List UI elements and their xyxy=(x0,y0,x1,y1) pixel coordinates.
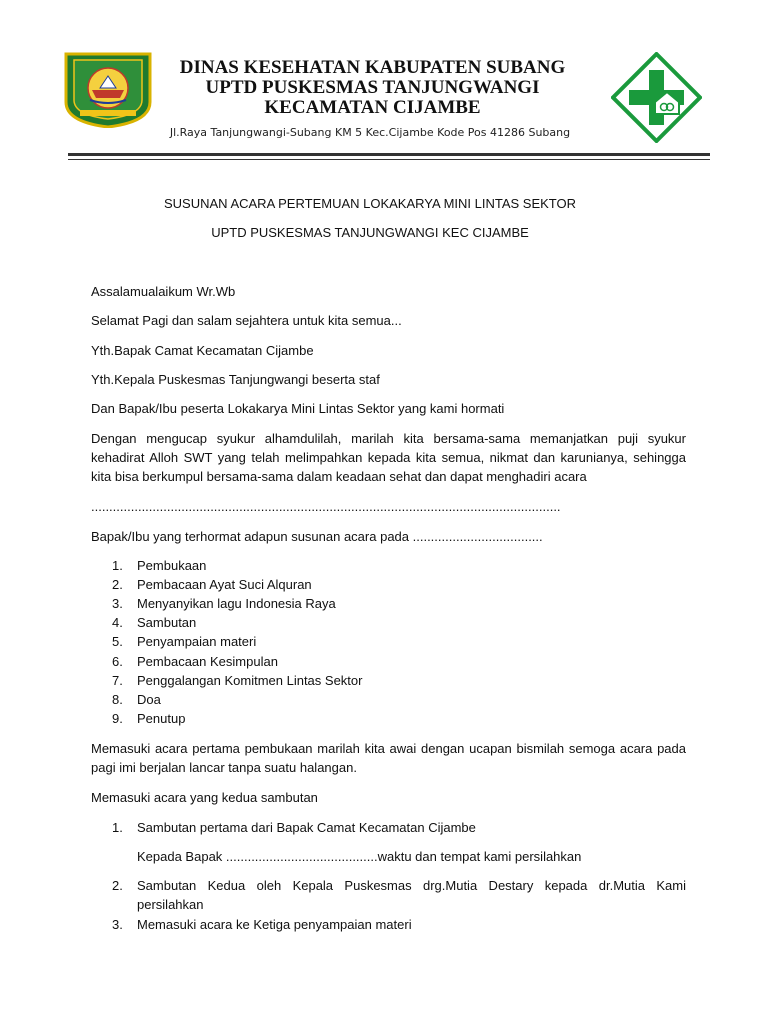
paragraph: Kepada Bapak ..........................................waktu dan tempat kami persilahkan xyxy=(137,849,582,864)
paragraph: Selamat Pagi dan salam sejahtera untuk kita semua... xyxy=(91,313,402,328)
list-item: Pembukaan xyxy=(137,558,207,573)
letterhead-line-3: KECAMATAN CIJAMBE xyxy=(264,97,481,118)
list-item: Doa xyxy=(137,692,161,707)
list-number: 7. xyxy=(112,673,123,688)
list-item: Pembacaan Ayat Suci Alquran xyxy=(137,577,312,592)
list-item: Sambutan pertama dari Bapak Camat Kecamatan Cijambe xyxy=(137,820,476,835)
paragraph: Yth.Bapak Camat Kecamatan Cijambe xyxy=(91,343,314,358)
list-number: 9. xyxy=(112,711,123,726)
greeting: Assalamualaikum Wr.Wb xyxy=(91,284,236,299)
list-item: Penutup xyxy=(137,711,186,726)
list-number: 4. xyxy=(112,615,123,630)
list-number: 8. xyxy=(112,692,123,707)
list-item: Pembacaan Kesimpulan xyxy=(137,654,278,669)
letterhead-line-1: DINAS KESEHATAN KABUPATEN SUBANG xyxy=(179,57,566,78)
list-item: Memasuki acara ke Ketiga penyampaian materi xyxy=(137,917,412,932)
letterhead-rule-thin xyxy=(68,159,710,160)
letterhead-address: Jl.Raya Tanjungwangi-Subang KM 5 Kec.Cijambe Kode Pos 41286 Subang xyxy=(169,126,571,139)
paragraph: Yth.Kepala Puskesmas Tanjungwangi beserta staf xyxy=(91,372,380,387)
list-item: Penggalangan Komitmen Lintas Sektor xyxy=(137,673,363,688)
puskesmas-logo xyxy=(611,52,702,143)
paragraph: Dan Bapak/Ibu peserta Lokakarya Mini Lintas Sektor yang kami hormati xyxy=(91,401,505,416)
letterhead-rule-thick xyxy=(68,153,710,156)
list-item: Menyanyikan lagu Indonesia Raya xyxy=(137,596,336,611)
list-item: Penyampaian materi xyxy=(137,634,257,649)
paragraph: Memasuki acara pertama pembukaan marilah kita awai dengan ucapan bismilah semoga acara pada pagi imi berjalan lancar tanpa suatu halangan. xyxy=(91,741,686,775)
subang-regency-seal xyxy=(62,50,154,128)
paragraph: Memasuki acara yang kedua sambutan xyxy=(91,790,318,805)
paragraph: Bapak/Ibu yang terhormat adapun susunan acara pada .................................... xyxy=(91,529,543,544)
list-number: 3. xyxy=(112,596,123,611)
paragraph: Dengan mengucap syukur alhamdulilah, marilah kita bersama-sama memanjatkan puji syukur kehadirat Alloh SWT yang telah melimpahkan kepada kita semua, nikmat dan karunianya, sehingga kita bisa berkumpul bersama-sama dalam keadaan sehat dan dapat menghadiri acara xyxy=(91,431,686,484)
list-number: 2. xyxy=(112,577,123,592)
document-subtitle: UPTD PUSKESMAS TANJUNGWANGI KEC CIJAMBE xyxy=(211,225,529,240)
list-number: 1. xyxy=(112,558,123,573)
dotted-line: .................................................................................................................................. xyxy=(91,499,561,514)
list-number: 2. xyxy=(112,878,123,893)
letterhead-line-2: UPTD PUSKESMAS TANJUNGWANGI xyxy=(205,77,540,98)
document-title: SUSUNAN ACARA PERTEMUAN LOKAKARYA MINI LINTAS SEKTOR xyxy=(163,196,577,211)
list-item: Sambutan Kedua oleh Kepala Puskesmas drg.Mutia Destary kepada dr.Mutia Kami persilahkan xyxy=(137,878,686,912)
list-number: 5. xyxy=(112,634,123,649)
list-number: 6. xyxy=(112,654,123,669)
list-number: 1. xyxy=(112,820,123,835)
list-item: Sambutan xyxy=(137,615,197,630)
list-number: 3. xyxy=(112,917,123,932)
